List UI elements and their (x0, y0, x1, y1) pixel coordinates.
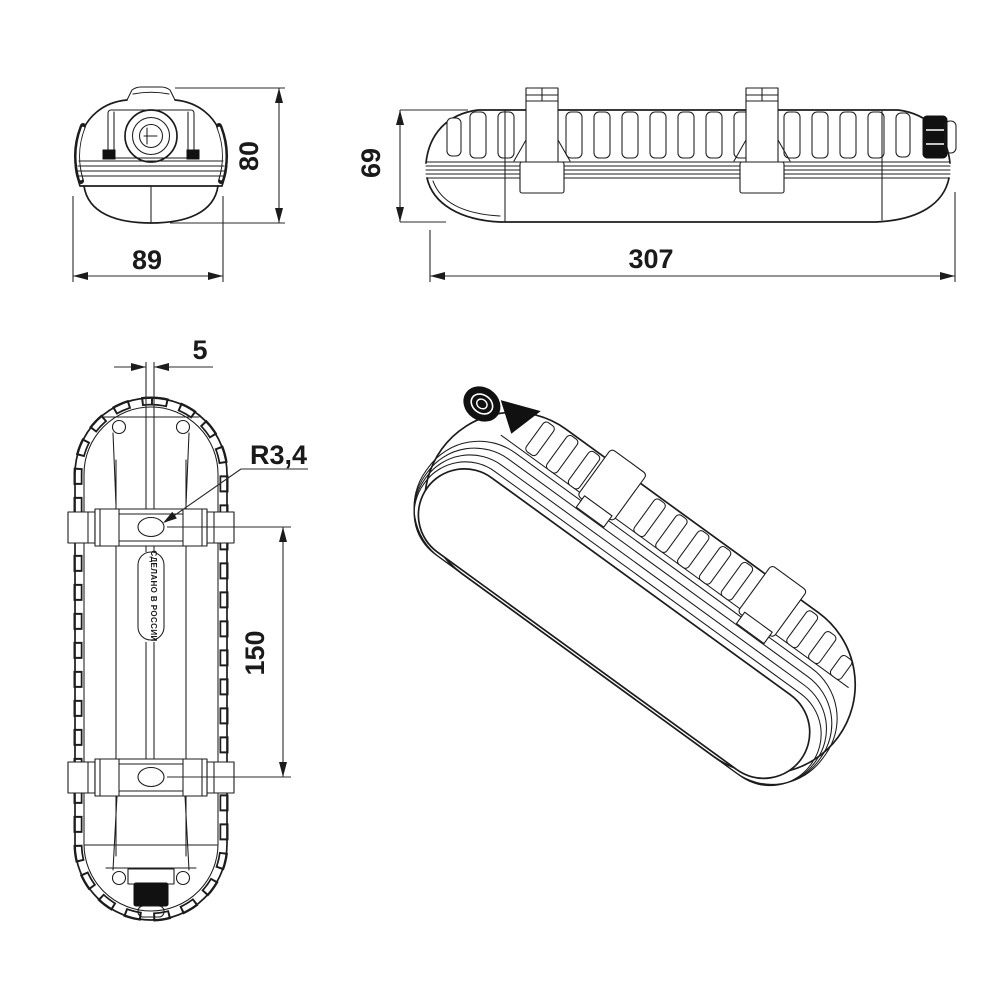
dim-80-value: 80 (234, 140, 264, 172)
end-view (75, 87, 226, 223)
plan-inner-contour (84, 407, 218, 911)
dimension-5 (114, 335, 213, 371)
dim-69-value: 69 (356, 147, 386, 179)
made-in-russia-marking: СДЕЛАНО В РОССИИ (148, 550, 158, 642)
plan-keyhole-slot-2 (138, 768, 164, 787)
dim-r34-value: R3,4 (250, 440, 308, 470)
plan-outline (75, 398, 227, 920)
dim-89-arrow-right (208, 272, 223, 280)
dim-150-value: 150 (240, 630, 270, 676)
dim-80-arrow-bottom (275, 208, 283, 223)
end-belt-lines (78, 161, 224, 176)
plan-rib-ring (78, 401, 224, 917)
dim-89-arrow-left (73, 272, 88, 280)
dim-69-arrow-bottom (396, 207, 404, 222)
side-cable-gland (923, 116, 956, 158)
dim-5-value: 5 (192, 335, 208, 365)
dim-150-arrow-top (279, 527, 287, 542)
dim-5-arrow-right (154, 363, 169, 371)
side-diffuser-inner (433, 181, 500, 216)
end-panel-latch-right (187, 150, 199, 159)
dim-69-arrow-top (396, 110, 404, 125)
side-fins (447, 112, 910, 158)
dim-80-arrow-top (275, 88, 283, 103)
dim-150-arrow-bottom (279, 762, 287, 777)
end-housing-outline (75, 100, 226, 186)
end-panel-latch-left (103, 150, 115, 159)
dimension-89 (73, 196, 223, 282)
dim-307-lines (430, 192, 955, 282)
isometric-view (379, 360, 897, 809)
side-view (426, 88, 956, 222)
dim-307-arrow-right (940, 272, 955, 280)
plan-marking (138, 550, 164, 641)
plan-cable-gland (134, 883, 168, 906)
plan-top-details (103, 417, 199, 505)
dimension-307 (430, 192, 955, 282)
side-clip-1 (514, 88, 570, 193)
dim-5-arrow-left (131, 363, 146, 371)
plan-keyhole-slot-1 (138, 518, 164, 537)
top-view (68, 362, 234, 920)
dim-307-value: 307 (628, 244, 674, 274)
end-gland-slot (144, 128, 157, 144)
end-clip-inner (133, 92, 169, 94)
dim-307-arrow-left (430, 272, 445, 280)
plan-rib-ring-slots (78, 401, 224, 917)
dim-89-value: 89 (131, 245, 163, 275)
